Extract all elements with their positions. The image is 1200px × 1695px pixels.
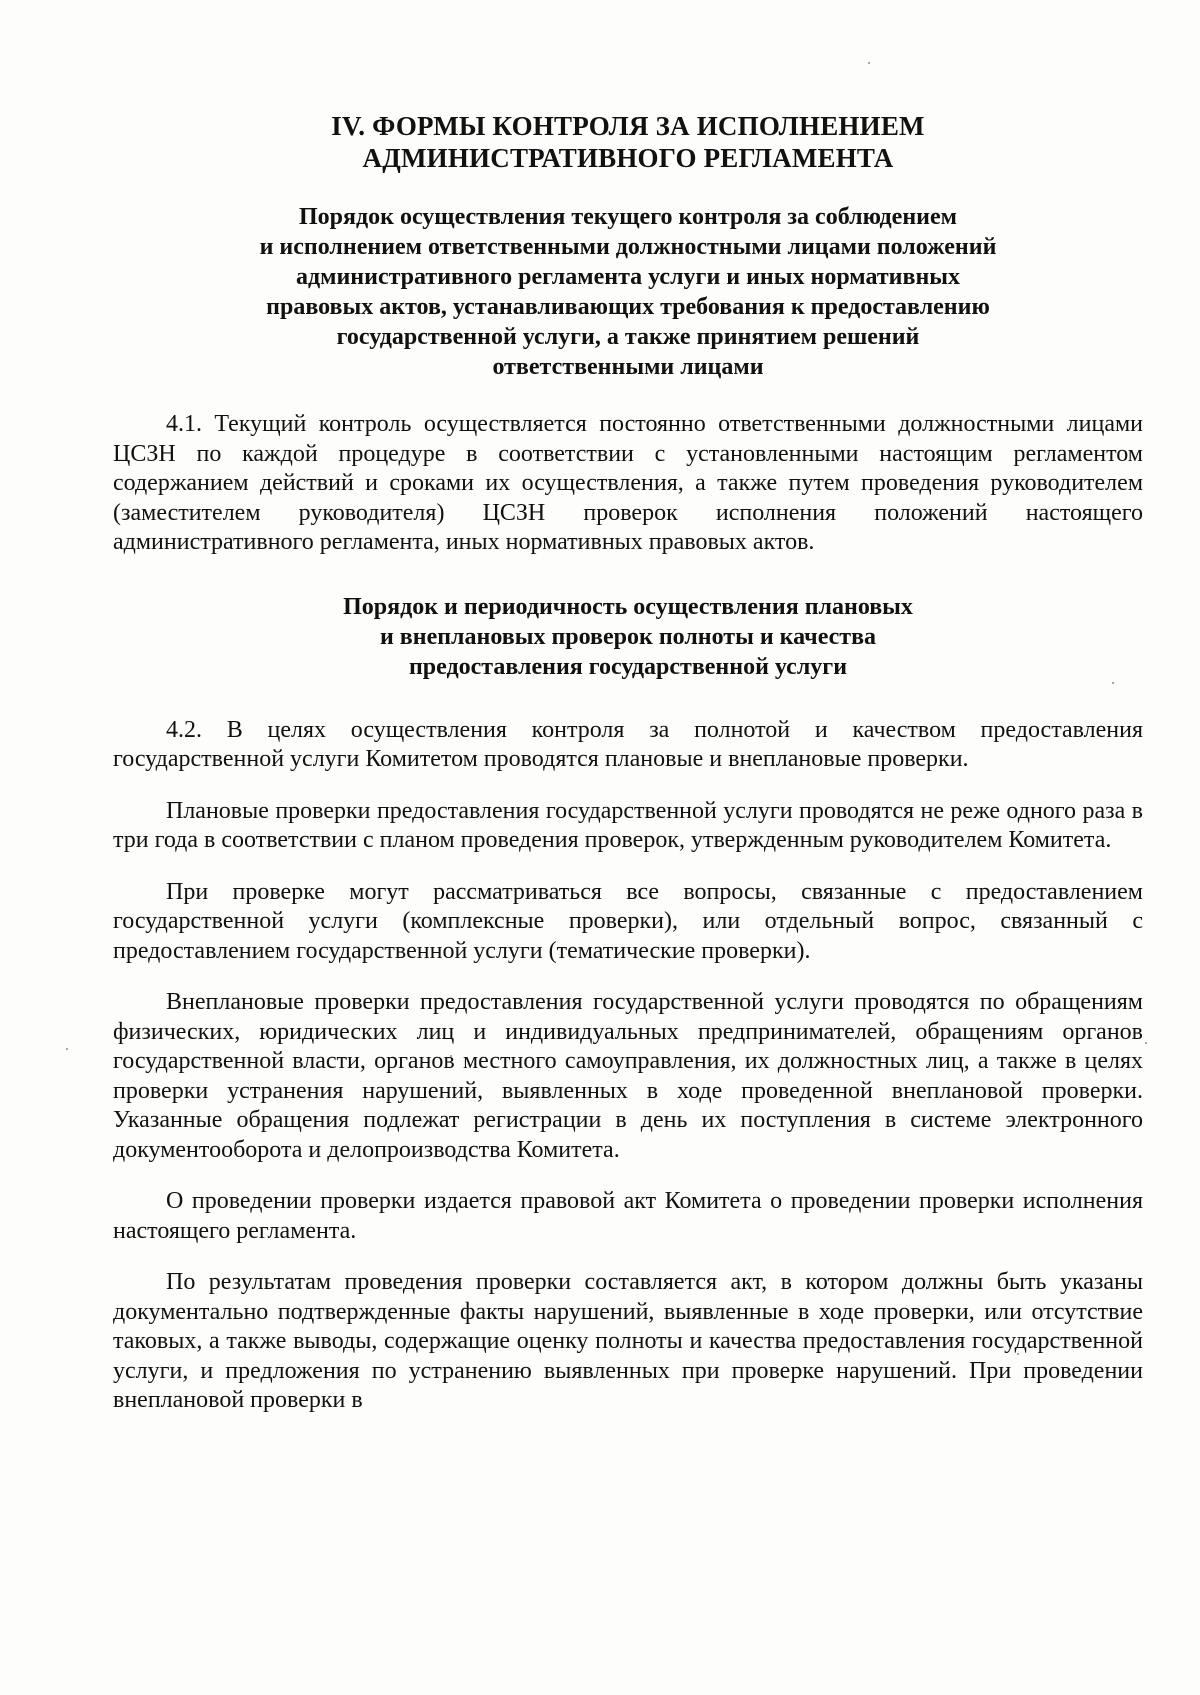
scan-speck: [66, 1048, 68, 1050]
section-heading-line: и исполнением ответственными должностными лицами положений: [259, 234, 997, 260]
section-heading-line: Порядок осуществления текущего контроля за соблюдением: [299, 204, 957, 230]
scan-speck: [868, 62, 870, 64]
section-heading-line: предоставления государственной услуги: [408, 653, 848, 680]
section-heading-inspections: [113, 592, 1143, 682]
paragraph-inspection-results: По результатам проведения проверки составляется акт, в котором должны быть указаны документально подтвержденные факты нарушений, выявленные в ходе проверки, или отсутствие таковых, а также выводы, содержащие оценку полноты и качества предоставления государственной услуги, и предложения по устранению выявленных при проверке нарушений. При проведении внеплановой проверки в: [113, 1269, 1143, 1413]
section-heading-line: Порядок и периодичность осуществления плановых: [343, 593, 913, 620]
paragraph-4-2: 4.2. В целях осуществления контроля за полнотой и качеством предоставления государственной услуги Комитетом проводятся плановые и внеплановые проверки.: [113, 716, 1143, 772]
scan-speck: [1145, 1042, 1147, 1044]
paragraph-unplanned-inspections: Внеплановые проверки предоставления государственной услуги проводятся по обращениям физических, юридических лиц и индивидуальных предпринимателей, обращениям органов государственной власти, органов местного самоуправления, их должностных лиц, а также в целях проверки устранения нарушений, выявленных в ходе проведенной внеплановой проверки. Указанные обращения подлежат регистрации в день их поступления в системе электронного документооборота и делопроизводства Комитета.: [113, 989, 1143, 1163]
section-heading-line: государственной услуги, а также принятием решений: [336, 324, 920, 350]
section-heading-line: и внеплановых проверок полноты и качества: [379, 623, 877, 650]
section-heading-line: правовых актов, устанавливающих требования к предоставлению: [266, 294, 990, 320]
chapter-title-line: IV. ФОРМЫ КОНТРОЛЯ ЗА ИСПОЛНЕНИЕМ: [331, 111, 925, 141]
document-content: [113, 110, 1143, 1438]
paragraph-inspection-scope: При проверке могут рассматриваться все вопросы, связанные с предоставлением государственной услуги (комплексные проверки), или отдельный вопрос, связанный с предоставлением государственной услуги (тематические проверки).: [113, 878, 1143, 964]
chapter-title-line: АДМИНИСТРАТИВНОГО РЕГЛАМЕНТА: [362, 143, 894, 173]
paragraph-4-1: 4.1. Текущий контроль осуществляется постоянно ответственными должностными лицами ЦСЗН по каждой процедуре в соответствии с установленными настоящим регламентом содержанием действий и сроками их осуществления, а также путем проведения руководителем (заместителем руководителя) ЦСЗН проверок исполнения положений настоящего административного регламента, иных нормативных правовых актов.: [113, 411, 1143, 555]
section-heading-current-control: [113, 202, 1143, 382]
paragraph-planned-inspections: Плановые проверки предоставления государственной услуги проводятся не реже одного раза в три года в соответствии с планом проведения проверок, утвержденным руководителем Комитета.: [113, 797, 1143, 853]
section-heading-line: ответственными лицами: [492, 354, 764, 380]
section-heading-line: административного регламента услуги и иных нормативных: [295, 264, 961, 290]
paragraph-inspection-act: О проведении проверки издается правовой акт Комитета о проведении проверки исполнения настоящего регламента.: [113, 1188, 1143, 1244]
chapter-title: [113, 110, 1143, 174]
